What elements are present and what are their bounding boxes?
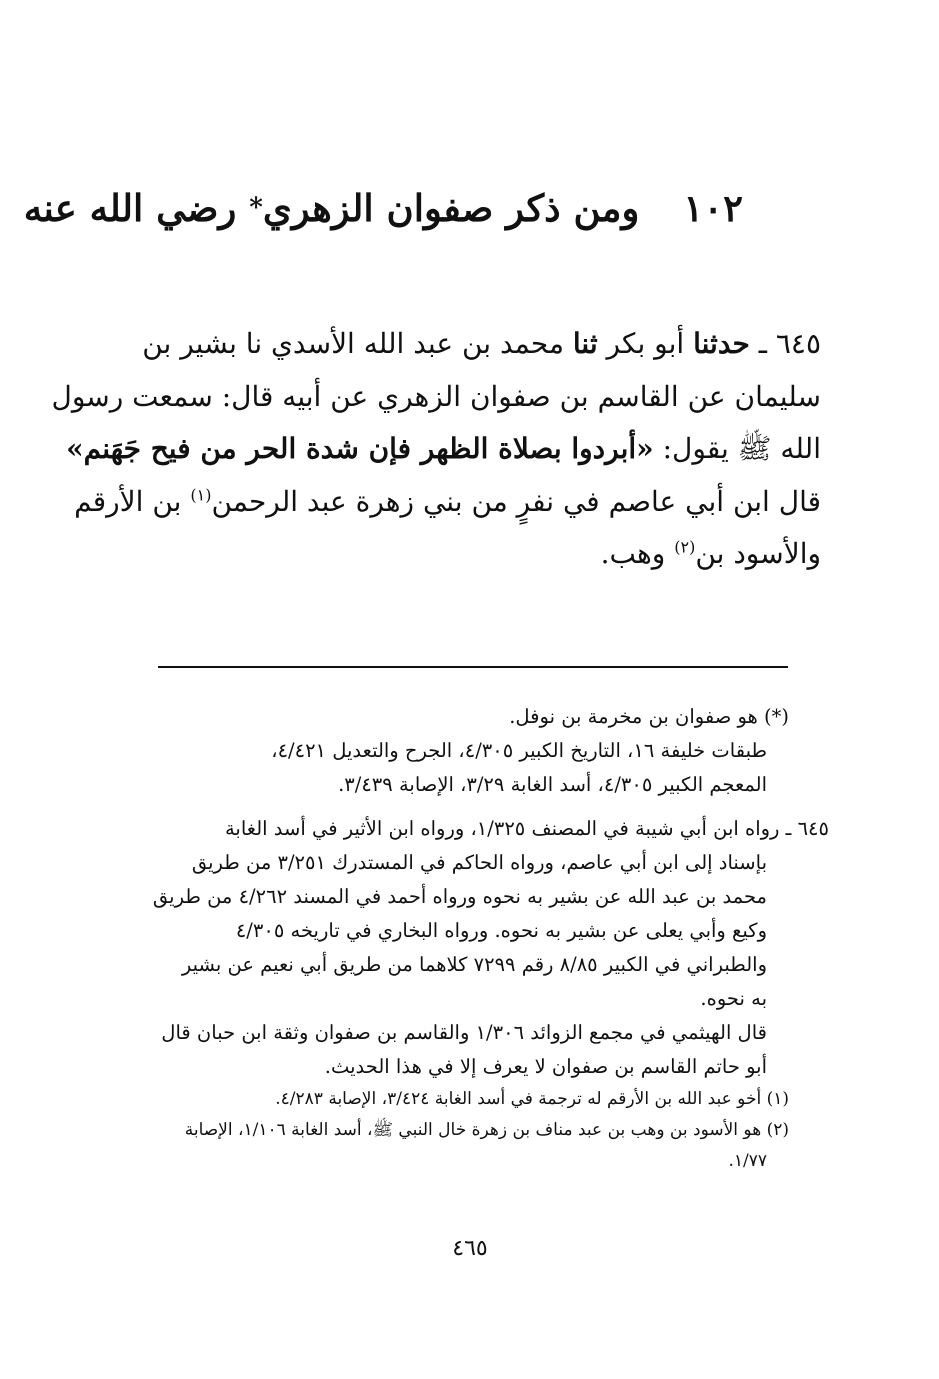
hadith-line-5	[121, 528, 821, 581]
star-note-line: المعجم الكبير ٤/٣٠٥، أسد الغابة ٣/٢٩، الإصابة ٣/٤٣٩.	[338, 773, 767, 796]
takhrij-line: والطبراني في الكبير ٨/٨٥ رقم ٧٢٩٩ كلاهما من طريق أبي نعيم عن بشير	[181, 953, 767, 976]
hadith-line-1-text: أبو بكر	[597, 327, 694, 360]
hadith-line-5-text: والأسود بن	[695, 537, 821, 570]
footnote-2: (٢) هو الأسود بن وهب بن عبد مناف بن زهرة خال النبي ﷺ، أسد الغابة ١/١٠٦، الإصابة	[184, 1120, 789, 1140]
chapter-heading	[23, 178, 743, 238]
star-note-line: طبقات خليفة ١٦، التاريخ الكبير ٤/٣٠٥، الجرح والتعديل ٤/٤٢١،	[271, 739, 767, 762]
footnote-1: (١) أخو عبد الله بن الأرقم له ترجمة في أسد الغابة ٣/٤٢٤، الإصابة ٤/٢٨٣.	[275, 1089, 789, 1109]
page-number: ٤٦٥	[452, 1236, 488, 1261]
footnotes	[109, 700, 829, 1177]
hadith-thana: ثنا	[572, 327, 598, 360]
star-note-line: (*) هو صفوان بن مخرمة بن نوفل.	[509, 705, 789, 728]
takhrij-line: ٦٤٥ ـ رواه ابن أبي شيبة في المصنف ١/٣٢٥، ورواه ابن الأثير في أسد الغابة	[224, 817, 829, 840]
takhrij-line: أبو حاتم القاسم بن صفوان لا يعرف إلا في هذا الحديث.	[324, 1055, 767, 1078]
footnote-separator	[158, 666, 788, 668]
hadith-line-5-text-2: وهب.	[600, 537, 675, 570]
hadith-matn: «أبردوا بصلاة الظهر فإن شدة الحر من فيح جَهَنم»	[66, 432, 654, 465]
hadith-line-2: سليمان عن القاسم بن صفوان الزهري عن أبيه قال: سمعت رسول	[51, 379, 821, 413]
footnote-ref-1: (١)	[190, 485, 212, 505]
takhrij-line: به نحوه.	[700, 987, 767, 1010]
footnote-gap	[109, 802, 789, 812]
chapter-title: ومن ذكر صفوان الزهري	[262, 186, 640, 230]
takhrij-line: محمد بن عبد الله عن بشير به نحوه ورواه أحمد في المسند ٤/٢٦٢ من طريق	[152, 885, 767, 908]
hadith-line-1	[121, 318, 821, 371]
takhrij-line: وكيع وأبي يعلى عن بشير به نحوه. ورواه البخاري في تاريخه ٤/٣٠٥	[235, 919, 767, 942]
hadith-line-3	[66, 423, 821, 476]
hadith-line-3-text: الله ﷺ يقول:	[653, 432, 821, 465]
hadith-number: ٦٤٥ ـ	[758, 327, 821, 360]
hadith-haddathana: حدثنا	[693, 327, 750, 360]
footnote-2-cont: ١/٧٧.	[728, 1151, 767, 1171]
footnote-ref-2: (٢)	[674, 537, 696, 557]
takhrij-line: بإسناد إلى ابن أبي عاصم، ورواه الحاكم في المستدرك ٣/٢٥١ من طريق	[191, 851, 767, 874]
hadith-line-4-text-2: بن الأرقم	[74, 484, 191, 518]
hadith-text	[51, 318, 821, 581]
chapter-title-suffix: رضي الله عنه	[23, 186, 237, 230]
footnote-star: *	[249, 193, 263, 223]
takhrij-line: قال الهيثمي في مجمع الزوائد ١/٣٠٦ والقاسم بن صفوان وثقة ابن حبان قال	[161, 1021, 767, 1044]
hadith-line-1-text-2: محمد بن عبد الله الأسدي نا بشير بن	[142, 327, 573, 360]
hadith-line-4	[74, 476, 821, 529]
hadith-line-4-text: قال ابن أبي عاصم في نفرٍ من بني زهرة عبد الرحمن	[211, 484, 821, 518]
chapter-number: ١٠٢	[683, 186, 743, 230]
